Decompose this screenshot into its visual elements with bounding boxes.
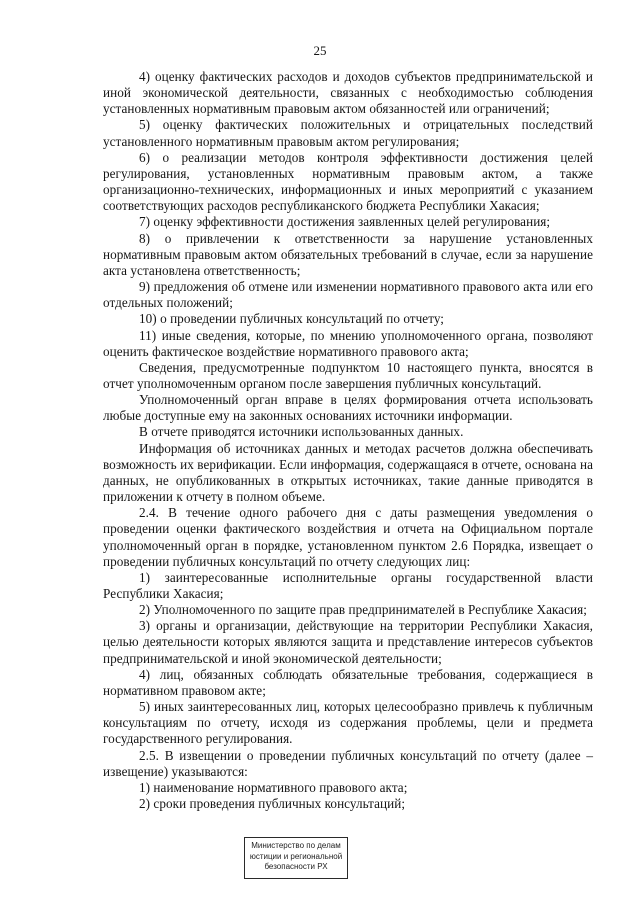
paragraph: 1) заинтересованные исполнительные органы государственной власти Республики Хакасия; <box>103 569 593 601</box>
ministry-stamp <box>244 837 348 879</box>
paragraph: 8) о привлечении к ответственности за нарушение установленных нормативным правовым актом обязательных требований в случае, если за нарушение акта установлена ответственность; <box>103 230 593 278</box>
paragraph: 6) о реализации методов контроля эффективности достижения целей регулирования, установленных нормативным правовым актом, а также организационно-технических, информационных и иных мероприятий с указанием соответствующих расходов республиканского бюджета Республики Хакасия; <box>103 149 593 214</box>
paragraph: 5) иных заинтересованных лиц, которых целесообразно привлечь к публичным консультациям по отчету, исходя из содержания проблемы, цели и предмета государственного регулирования. <box>103 699 593 747</box>
paragraph: Информация об источниках данных и методах расчетов должна обеспечивать возможность их верификации. Если информация, содержащаяся в отчете, основана на данных, не опубликованных в открытых источниках, такие данные приводятся в приложении к отчету в полном объеме. <box>103 440 593 505</box>
paragraph: 11) иные сведения, которые, по мнению уполномоченного органа, позволяют оценить фактическое воздействие нормативного правового акта; <box>103 327 593 359</box>
paragraph: 2) сроки проведения публичных консультаций; <box>139 796 406 812</box>
stamp-line: Министерство по делам <box>251 841 341 850</box>
paragraph: 7) оценку эффективности достижения заявленных целей регулирования; <box>139 214 551 230</box>
document-body <box>103 69 593 812</box>
stamp-line: безопасности РХ <box>264 862 328 871</box>
paragraph: 1) наименование нормативного правового акта; <box>139 779 408 795</box>
paragraph: 4) оценку фактических расходов и доходов субъектов предпринимательской и иной экономической деятельности, связанных с необходимостью соблюдения установленных нормативным правовым актом обязанностей или ограничений; <box>103 69 593 117</box>
paragraph: 4) лиц, обязанных соблюдать обязательные требования, содержащиеся в нормативном правовом акте; <box>103 666 593 698</box>
paragraph: 2.4. В течение одного рабочего дня с даты размещения уведомления о проведении оценки фактического воздействия и отчета на Официальном портале уполномоченный орган в порядке, установленном пунктом 2.6 Порядка, извещает о проведении публичных консультаций по отчету следующих лиц: <box>103 505 593 569</box>
paragraph: 10) о проведении публичных консультаций по отчету; <box>139 311 445 327</box>
paragraph: 5) оценку фактических положительных и отрицательных последствий установленного нормативным правовым актом регулирования; <box>103 117 593 149</box>
paragraph: 9) предложения об отмене или изменении нормативного правового акта или его отдельных положений; <box>103 279 593 311</box>
paragraph: 2.5. В извещении о проведении публичных консультаций по отчету (далее – извещение) указываются: <box>103 747 593 779</box>
paragraph: 2) Уполномоченного по защите прав предпринимателей в Республике Хакасия; <box>139 602 587 618</box>
page-number: 25 <box>313 43 327 58</box>
stamp-line: юстиции и региональной <box>249 851 343 861</box>
paragraph: Сведения, предусмотренные подпунктом 10 настоящего пункта, вносятся в отчет уполномоченным органом после завершения публичных консультаций. <box>103 359 593 391</box>
paragraph: 3) органы и организации, действующие на территории Республики Хакасия, целью деятельности которых являются защита и представление интересов субъектов предпринимательской и иной экономической деятельности; <box>103 618 593 666</box>
paragraph: Уполномоченный орган вправе в целях формирования отчета использовать любые доступные ему на законных основаниях источники информации. <box>103 392 593 424</box>
paragraph: В отчете приводятся источники использованных данных. <box>139 424 464 440</box>
